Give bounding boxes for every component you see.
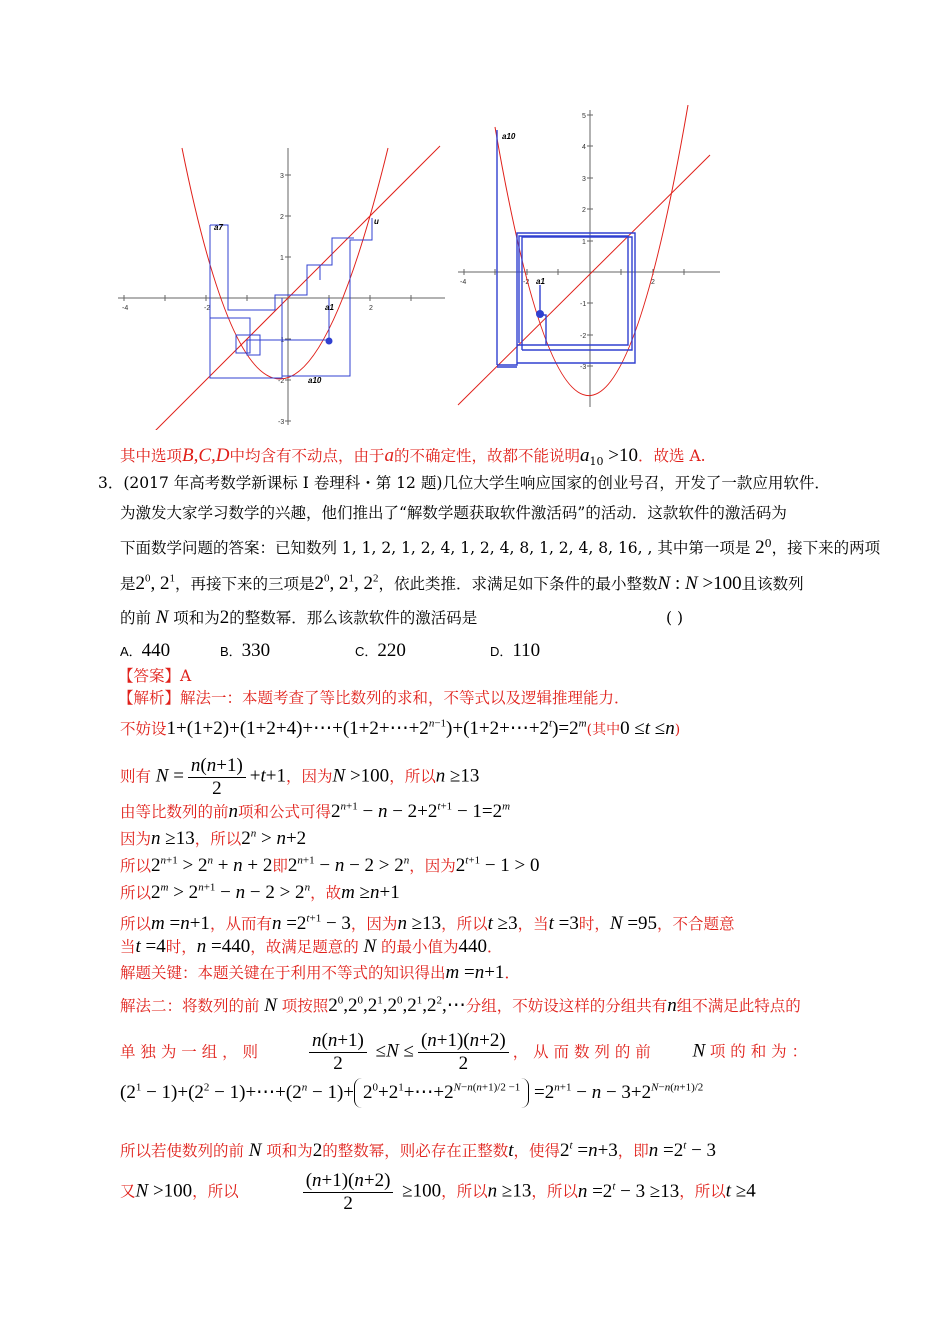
- ifso-line: 所以若使数列的前 N 项和为2的整数幂，则必存在正整数t，使得$2^t =n+3$，即$n =2^t - 3$: [120, 1139, 717, 1161]
- conclusion-line: 其中选项B,C,D中均含有不动点，由于a的不确定性，故都不能说明$a_{10} >10$．故选 A.: [120, 445, 706, 469]
- y-tick: 2: [280, 214, 284, 221]
- cobweb-graph-right: [450, 105, 725, 410]
- y-tick: -3: [278, 419, 285, 426]
- label-a1: a1: [536, 277, 545, 286]
- label-a10: a10: [502, 132, 516, 141]
- y-tick: 4: [582, 144, 586, 151]
- cobweb-graph-left: [110, 140, 450, 430]
- y-tick: 1: [280, 255, 284, 262]
- x-tick: -4: [460, 279, 467, 286]
- y-tick: 3: [280, 173, 284, 180]
- y-tick: 5: [582, 113, 586, 120]
- because-line: 因为n ≥13，所以$2^n > n+2$: [120, 827, 307, 849]
- answer-line: 【答案】A: [118, 667, 192, 685]
- y-tick: -2: [580, 333, 587, 340]
- x-tick: -4: [122, 305, 129, 312]
- key-line: 解题关键：本题关键在于利用不等式的知识得出m =n+1．: [120, 962, 520, 983]
- x-tick: -2: [204, 305, 211, 312]
- x-tick: 2: [651, 279, 655, 286]
- option-a[interactable]: A．440: [120, 640, 171, 661]
- so1-line: 所以$2^{n+1} > 2^n + n + 2$即$2^{n+1} - n - 2 > 2^n$，因为$2^{t+1} - 1 > 0$: [120, 854, 540, 876]
- option-b[interactable]: B．330: [220, 640, 271, 661]
- assume-line: 不妨设$1+(1+2)+(1+2+4)+\cdots+(1+2+\cdots+2^{n-1})+(1+2+\cdots+2^t)=2^m$(其中0 ≤t ≤n): [120, 717, 681, 739]
- x-tick: -2: [523, 279, 530, 286]
- y-tick: -2: [278, 378, 285, 385]
- so2-line: 所以$2^m > 2^{n+1} - n - 2 > 2^n$，故m ≥n+1: [120, 881, 400, 903]
- y-tick: 2: [582, 207, 586, 214]
- method2-line: 解法二：将数列的前 N 项按照$2^0,2^0,2^1,2^0,2^1,2^2,\cdots$分组，不妨设这样的分组共有n组不满足此特点的: [120, 994, 801, 1016]
- q3-line-1: 3．(2017 年高考数学新课标 I 卷理科・第 12 题)几位大学生响应国家的创业号召，开发了一款应用软件．: [98, 474, 830, 492]
- label-a1: a1: [325, 303, 334, 312]
- q3-line-3: 下面数学问题的答案：已知数列 1, 1, 2, 1, 2, 4, 1, 2, 4, 8, 1, 2, 4, 8, 16, , 其中第一项是 $2^0$，接下来的两项: [120, 536, 881, 558]
- geo-line: 由等比数列的前n项和公式可得$2^{n+1} - n - 2+2^{t+1} - 1=2^m$: [120, 800, 511, 822]
- q3-line-4: 是$2^0$, $2^1$，再接下来的三项是$2^0$, $2^1$, $2^2$，依此类推．求满足如下条件的最小整数N : N >100且该数列: [120, 572, 804, 594]
- also-line: 又N >100，所以 $\frac{(n+1)(n+2)}{2}$ ≥100，所以n ≥13，所以$n =2^t - 3 \ge 13$，所以t ≥4: [120, 1170, 756, 1214]
- y-tick: -1: [278, 337, 285, 344]
- q3-line-5: 的前 N 项和为2的整数幂．那么该款软件的激活码是 ( ): [120, 607, 684, 628]
- so3-line: 所以m =n+1，从而有$n =2^{t+1} - 3$，因为n ≥13，所以t ≥3，当t =3时，N =95，不合题意: [120, 912, 735, 934]
- analysis-line: 【解析】解法一：本题考查了等比数列的求和，不等式以及逻辑推理能力．: [118, 689, 630, 707]
- y-tick: -1: [580, 301, 587, 308]
- option-d[interactable]: D．110: [490, 640, 541, 661]
- q3-line-2: 为激发大家学习数学的兴趣，他们推出了“解数学题获取软件激活码”的活动．这款软件的激活码为: [120, 504, 787, 522]
- then-line: 则有 N = $\frac{n(n+1)}{2}$ +t+1，因为N >100，所以n ≥13: [120, 755, 480, 799]
- x-tick: 2: [369, 305, 373, 312]
- y-tick: -3: [580, 364, 587, 371]
- sum-line: $(2^1 - 1)+(2^2$ − $1)+\cdots+(2^n - 1)+$ $2^0+2^1+\cdots+2^{N-n(n+1)/2 -1} =2^{n+1} - n - 3+2^{N-n(n+1)/2}$: [120, 1078, 703, 1122]
- when-line: 当t =4时，n =440，故满足题意的 N 的最小值为440．: [120, 936, 503, 957]
- label-a7: a7: [214, 223, 223, 232]
- option-c[interactable]: C．220: [355, 640, 406, 661]
- label-u: u: [374, 217, 379, 226]
- single-line: 单 独 为 一 组 ， 则 $\frac{n(n+1)}{2}$ ≤N ≤ $\frac{(n+1)(n+2)}{2}$ ， 从 而 数 列 的 前 N 项 的 和 为 ：: [120, 1030, 808, 1074]
- y-tick: 3: [582, 176, 586, 183]
- y-tick: 1: [582, 239, 586, 246]
- label-a10: a10: [308, 376, 322, 385]
